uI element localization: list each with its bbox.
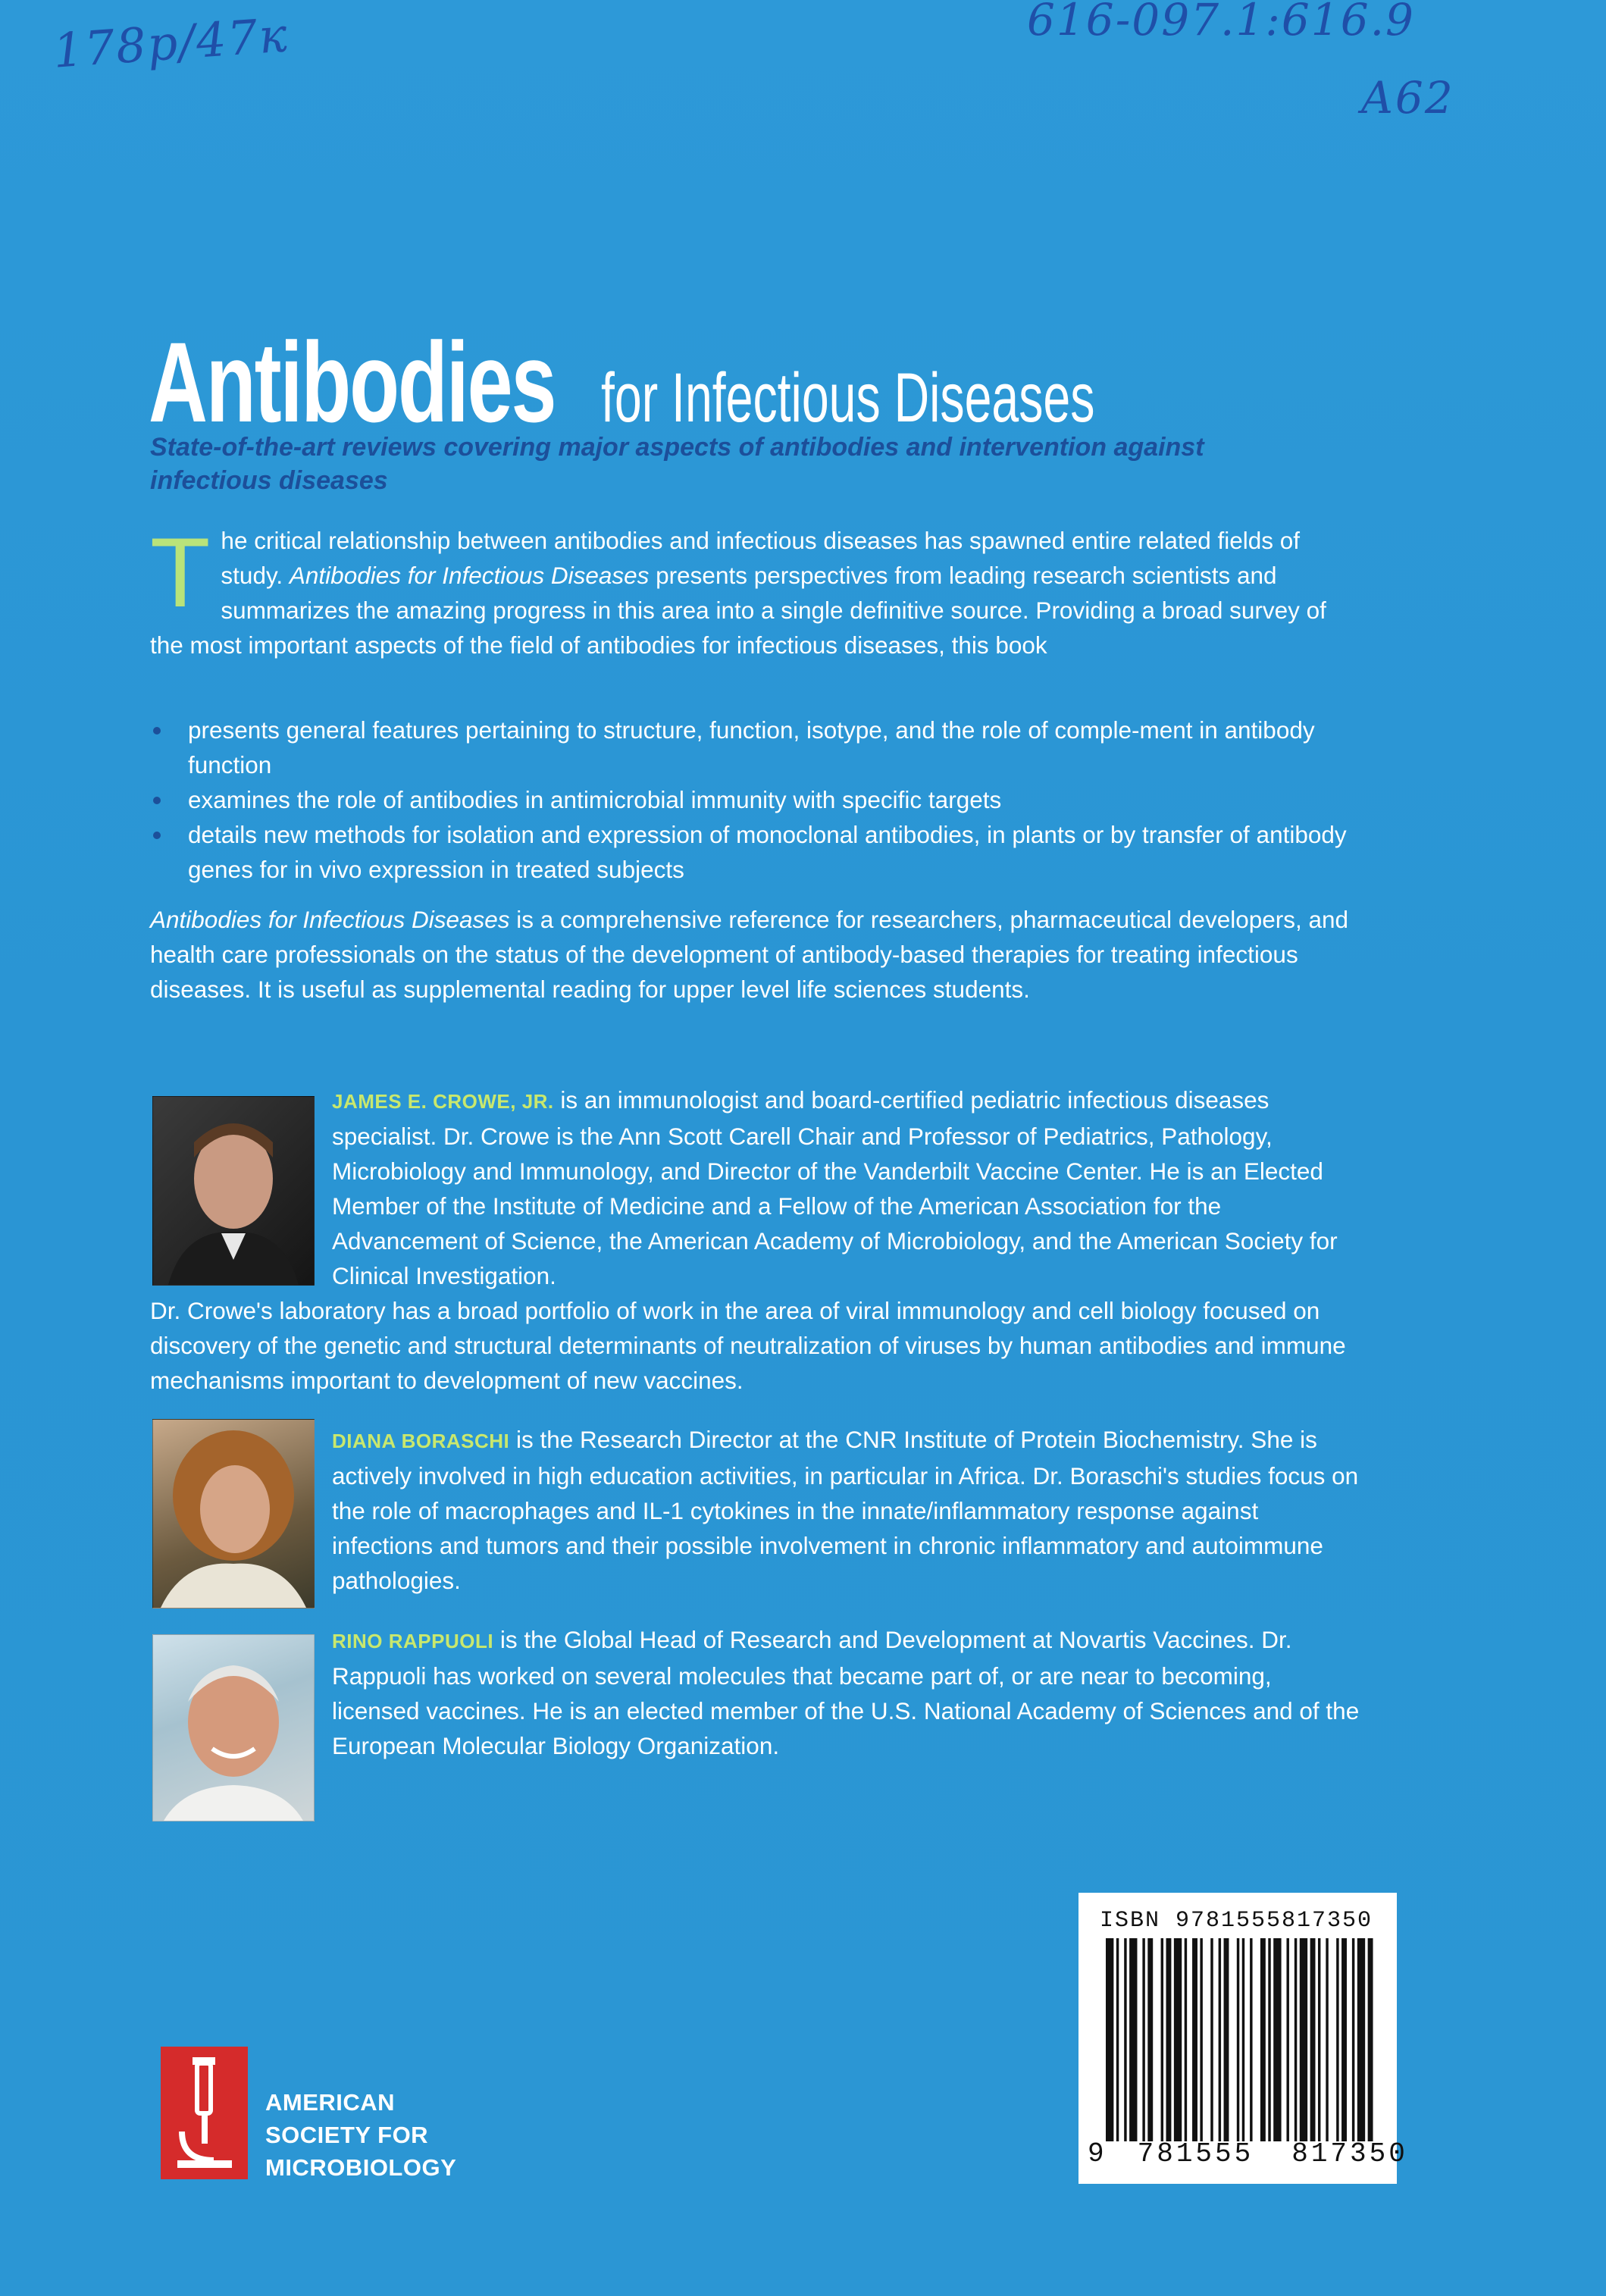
drop-cap: T — [150, 517, 211, 628]
barcode-bar — [1310, 1938, 1316, 2141]
barcode-bar — [1174, 1938, 1182, 2141]
book-title-rest: for Infectious Diseases — [600, 359, 1095, 437]
isbn-label: ISBN 9781555817350 — [1100, 1908, 1373, 1934]
isbn-barcode — [1078, 1893, 1408, 2184]
barcode-bar — [1161, 1938, 1163, 2141]
summary-text: is a comprehensive reference for researchers, pharmaceutical developers, and health care professionals on the status of the development of antibody-based therapies for treating infectious diseases. It is useful as supplemental reading for upper level life sciences students. — [150, 906, 1349, 1003]
barcode-bar — [1250, 1938, 1252, 2141]
author-bio-text: is an immunologist and board-certified pediatric infectious diseases specialist. Dr. Crowe is the Ann Scott Carell Chair and Professor of Pediatrics, Pathology, Microbiology and Immunology, and Director of the Vanderbilt Vaccine Center. He is an Elected Member of the Institute of Medicine and a Fellow of the American Association for the Advancement of Science, the American Academy of Microbiology, and the American Society for Clinical Investigation. — [332, 1086, 1338, 1289]
handwritten-note-left: 178р/47к — [51, 7, 291, 79]
barcode-bar — [1185, 1938, 1187, 2141]
barcode-bar — [1318, 1938, 1320, 2141]
summary-paragraph — [150, 902, 1363, 1007]
barcode-bar — [1200, 1938, 1202, 2141]
barcode-bar — [1147, 1938, 1153, 2141]
intro-paragraph — [150, 517, 1363, 662]
intro-text-1: he critical relationship between antibodies and infectious diseases has spawned entire related fields of study. — [221, 527, 1301, 589]
author-name: JAMES E. CROWE, JR. — [332, 1090, 554, 1113]
author-bio-boraschi — [150, 1422, 1363, 1598]
feature-list — [150, 713, 1363, 887]
feature-item: examines the role of antibodies in antimicrobial immunity with specific targets — [150, 782, 1363, 817]
author-bio-continued: Dr. Crowe's laboratory has a broad portfolio of work in the area of viral immunology and cell biology focused on discovery of the genetic and structural determinants of neutralization of viruses by human antibodies and immune mechanisms important to development of new vaccines. — [150, 1297, 1346, 1394]
barcode-bar — [1336, 1938, 1338, 2141]
summary-book-title: Antibodies for Infectious Diseases — [150, 906, 510, 933]
barcode-digits — [1088, 2138, 1408, 2169]
barcode-bar — [1286, 1938, 1288, 2141]
barcode-digit-group: 9 — [1088, 2138, 1107, 2169]
asm-microscope-logo-icon — [161, 2047, 248, 2179]
author-bio-text: is the Global Head of Research and Development at Novartis Vaccines. Dr. Rappuoli has worked on several molecules that became part of, or are near to becoming, licensed vaccines. He is an elected member of the U.S. National Academy of Sciences and of the European Molecular Biology Organization. — [332, 1626, 1360, 1759]
barcode-bar — [1142, 1938, 1144, 2141]
publisher-name — [265, 2086, 456, 2184]
barcode-digit-group: 817350 — [1291, 2138, 1408, 2169]
handwritten-note-right: 616-097.1:616.9 — [1027, 0, 1415, 45]
author-name: DIANA BORASCHI — [332, 1430, 510, 1452]
barcode-bar — [1124, 1938, 1126, 2141]
barcode-bar — [1368, 1938, 1373, 2141]
barcode-bars — [1106, 1938, 1376, 2141]
barcode-bar — [1352, 1938, 1354, 2141]
book-title-main: Antibodies — [149, 318, 556, 446]
barcode-bar — [1273, 1938, 1281, 2141]
barcode-bar — [1326, 1938, 1328, 2141]
intro-book-title: Antibodies for Infectious Diseases — [289, 562, 650, 589]
barcode-bar — [1129, 1938, 1137, 2141]
barcode-bar — [1116, 1938, 1119, 2141]
feature-item: presents general features pertaining to structure, function, isotype, and the role of comple-ment in antibody function — [150, 713, 1363, 782]
barcode-bar — [1242, 1938, 1244, 2141]
barcode-bar — [1224, 1938, 1229, 2141]
barcode-bar — [1219, 1938, 1221, 2141]
book-title — [149, 317, 1307, 448]
feature-item: details new methods for isolation and expression of monoclonal antibodies, in plants or by transfer of antibody genes for in vivo expression in treated subjects — [150, 817, 1363, 887]
author-bio-crowe — [150, 1082, 1363, 1398]
handwritten-note-right-2: А62 — [1360, 72, 1454, 124]
barcode-digit-group: 781555 — [1137, 2138, 1254, 2169]
barcode-bar — [1268, 1938, 1270, 2141]
barcode-bar — [1295, 1938, 1297, 2141]
author-name: RINO RAPPUOLI — [332, 1630, 494, 1652]
barcode-bar — [1166, 1938, 1171, 2141]
barcode-bar — [1106, 1938, 1113, 2141]
barcode-bar — [1210, 1938, 1213, 2141]
barcode-bar — [1300, 1938, 1307, 2141]
publisher-line-1: AMERICAN — [265, 2089, 396, 2116]
publisher-line-3: MICROBIOLOGY — [265, 2154, 457, 2181]
barcode-bar — [1260, 1938, 1266, 2141]
publisher-line-2: SOCIETY FOR — [265, 2122, 429, 2148]
author-bio-text: is the Research Director at the CNR Institute of Protein Biochemistry. She is actively involved in high education activities, in particular in Africa. Dr. Boraschi's studies focus on the role of macrophages and IL-1 cytokines in the innate/inflammatory response against infections and tumors and their possible involvement in chronic inflammatory and autoimmune pathologies. — [332, 1426, 1359, 1594]
barcode-bar — [1192, 1938, 1197, 2141]
book-subtitle: State-of-the-art reviews covering major aspects of antibodies and intervention against infectious diseases — [150, 433, 1204, 495]
barcode-bar — [1357, 1938, 1365, 2141]
barcode-bar — [1237, 1938, 1239, 2141]
intro-text-2: presents perspectives from leading research scientists and summarizes the amazing progress in this area into a single definitive source. Providing a broad survey of the most important aspects of the field of antibodies for infectious diseases, this book — [150, 562, 1326, 659]
author-bio-rappuoli — [150, 1622, 1363, 1763]
barcode-bar — [1341, 1938, 1347, 2141]
